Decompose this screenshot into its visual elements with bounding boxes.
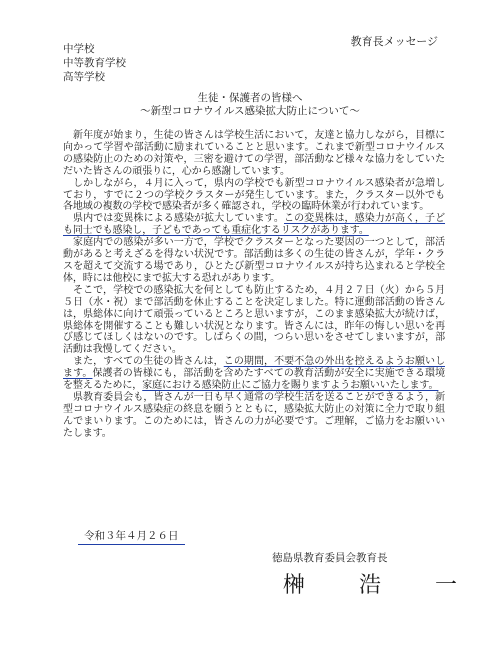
paragraph-4: 家庭内での感染が多い一方で，学校でクラスターとなった要因の一つとして，部活動があると考えざるを得ない状況です。部活動は多くの生徒の皆さんが，学年・クラスを超えて交流する場であり，ひとたび新型コロナウイルスが持ち込まれると学校全体，時には他校にまで拡大する恐れがあります。: [63, 237, 445, 284]
paragraph-6-text: また，すべての生徒の皆さんは，: [73, 356, 224, 368]
title-line-1: 生徒・保護者の皆様へ: [197, 92, 303, 104]
paragraph-6: [63, 356, 445, 392]
signatory-name: 榊 浩 一: [283, 573, 474, 598]
paragraph-3: [63, 213, 445, 237]
paragraph-1: 新年度が始まり，生徒の皆さんは学校生活において，友達と協力しながら，目標に向かって学習や部活動に励まれていることと思います。これまで新型コロナウイルスの感染防止のための対策や，三密を避けての学習，部活動など様々な協力をしていただいた皆さんの頑張りに，心から感謝しています。: [63, 130, 445, 177]
message-body: [63, 130, 445, 440]
title-line-2: ～新型コロナウイルス感染拡大防止について～: [140, 105, 360, 117]
message-title: [0, 92, 500, 118]
highlighted-text: この変異株は，感染力が高く，子ども同士でも感染し，子どもであっても重症化するリスクがあります。: [63, 213, 446, 237]
header-label: 教育長メッセージ: [350, 35, 438, 48]
paragraph-3-text: 県内では変異株による感染が拡大しています。: [73, 213, 285, 225]
highlighted-text: この期間，不要不急の外出を控えるようお願いします。: [63, 356, 445, 380]
addressee-item: 中等教育学校: [63, 57, 126, 69]
paragraph-7: 県教育委員会も，皆さんが一日も早く通常の学校生活を送ることができるよう，新型コロナウイルス感染症の終息を願うとともに，感染拡大防止の対策に全力で取り組んでまいります。このためには，皆さんの力が必要です。ご理解，ご協力をお願いいたします。: [63, 391, 445, 439]
highlighted-text: 家庭における感染防止にご協力を賜りますようお願いいたします。: [142, 380, 439, 392]
signatory-org: 徳島県教育委員会教育長: [272, 552, 388, 564]
paragraph-2: しかしながら，４月に入って，県内の学校でも新型コロナウイルス感染者が急増しており，すでに２つの学校クラスターが発生しています。また，クラスター以外でも各地域の複数の学校で感染者が多く確認され，学校の臨時休業が行われています。: [63, 177, 445, 213]
issue-date: 令和３年４月２６日: [78, 528, 185, 545]
addressee-list: [63, 42, 126, 84]
addressee-item: 中学校: [63, 43, 95, 55]
addressee-item: 高等学校: [63, 71, 105, 83]
paragraph-6-text: 保護者の皆様にも，部活動を含めたすべての教育活動が安全に実施できる環境を整えるために，: [63, 368, 445, 392]
paragraph-5: そこで，学校での感染拡大を何としても防止するため，４月２７日（火）から５月５日（水・祝）まで部活動を休止することを決定しました。特に運動部活動の皆さんは，県総体に向けて頑張っているところと思いますが，このまま感染拡大が続けば，県総体を開催することも難しい状況となります。皆さんには，昨年の悔しい思いを再び感じてほしくはないのです。しばらくの間，つらい思いをさせてしまいますが，部活動は我慢してください。: [63, 284, 445, 356]
